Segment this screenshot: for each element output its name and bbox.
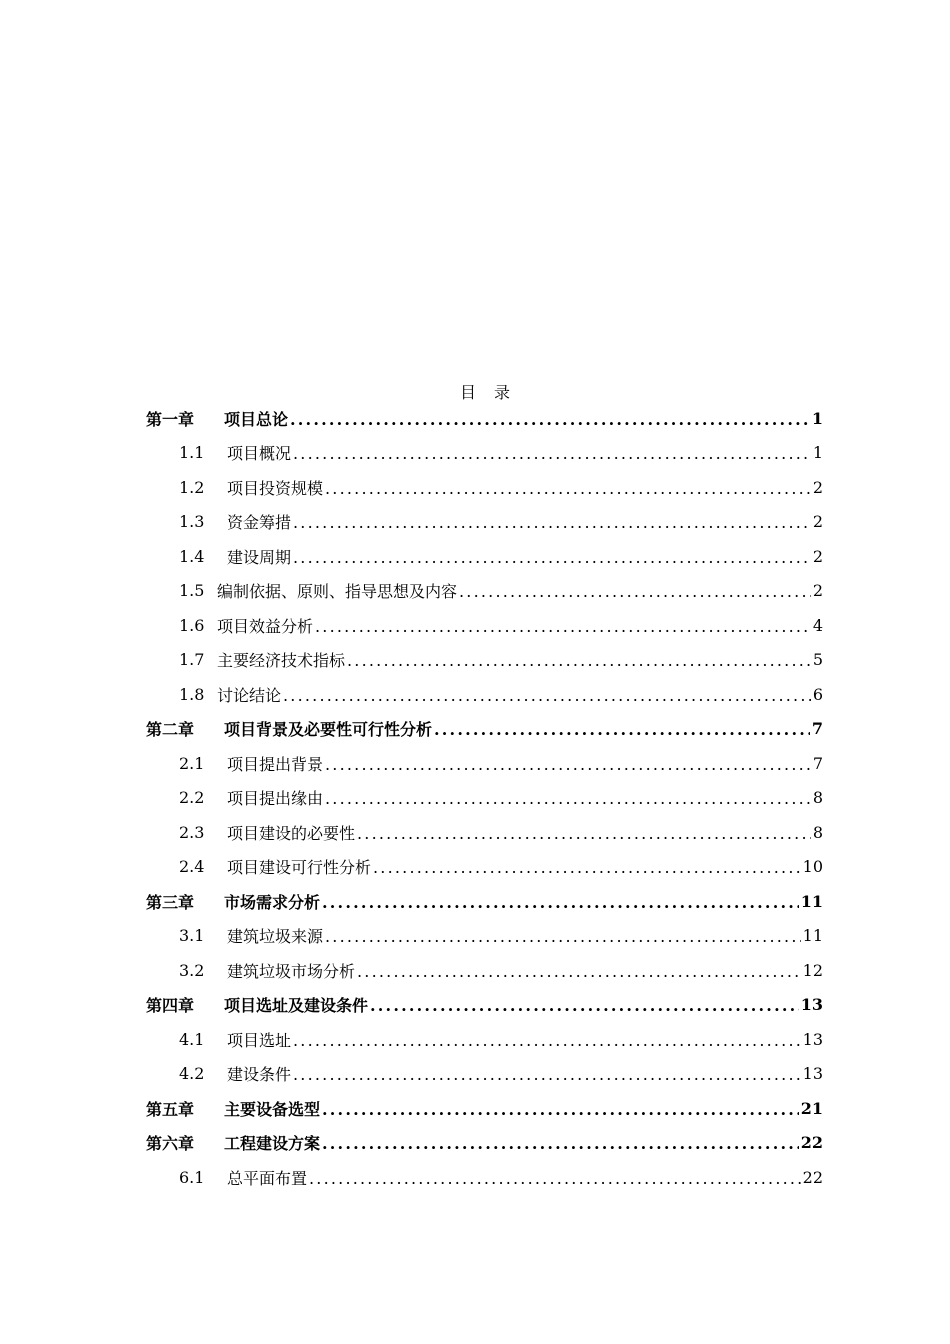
toc-dot-leader [325, 789, 811, 808]
toc-dot-leader [325, 927, 801, 946]
toc-entry-number: 第五章 [146, 1099, 195, 1119]
toc-entry-label: 资金筹措 [227, 513, 292, 533]
toc-chapter-entry[interactable] [146, 884, 823, 919]
toc-section-entry[interactable] [146, 746, 823, 781]
toc-entry-page: 8 [812, 822, 823, 842]
toc-entry-page: 21 [800, 1098, 823, 1118]
toc-entry-label: 市场需求分析 [224, 892, 321, 912]
toc-dot-leader [459, 582, 811, 601]
toc-entry-page: 11 [802, 926, 823, 946]
toc-dot-leader [357, 962, 801, 981]
toc-section-entry[interactable] [146, 1057, 823, 1092]
toc-section-entry[interactable] [146, 1160, 823, 1195]
toc-entry-page: 7 [812, 753, 823, 773]
table-of-contents [146, 401, 823, 1195]
toc-entry-number: 1.6 [179, 615, 205, 635]
toc-entry-page: 6 [812, 684, 823, 704]
toc-entry-label: 总平面布置 [227, 1168, 308, 1188]
toc-entry-page: 2 [812, 546, 823, 566]
toc-entry-number: 第一章 [146, 409, 195, 429]
toc-section-entry[interactable] [146, 850, 823, 885]
toc-section-entry[interactable] [146, 919, 823, 954]
toc-section-entry[interactable] [146, 953, 823, 988]
toc-entry-number: 2.4 [179, 857, 205, 877]
toc-chapter-entry[interactable] [146, 988, 823, 1023]
toc-section-entry[interactable] [146, 815, 823, 850]
toc-entry-number: 3.2 [179, 960, 205, 980]
toc-dot-leader [293, 513, 811, 532]
toc-entry-number: 3.1 [179, 926, 205, 946]
toc-entry-number: 1.2 [179, 477, 205, 497]
toc-dot-leader [290, 410, 810, 429]
toc-dot-leader [347, 651, 811, 670]
toc-dot-leader [370, 996, 799, 1015]
toc-entry-page: 1 [811, 408, 823, 428]
toc-entry-label: 项目选址及建设条件 [224, 996, 369, 1016]
toc-entry-number: 1.1 [179, 443, 205, 463]
toc-entry-number: 1.7 [179, 650, 205, 670]
toc-entry-number: 第二章 [146, 720, 195, 740]
toc-entry-label: 项目背景及必要性可行性分析 [224, 720, 433, 740]
toc-entry-label: 讨论结论 [217, 685, 282, 705]
toc-chapter-entry[interactable] [146, 712, 823, 747]
toc-chapter-entry[interactable] [146, 401, 823, 436]
toc-entry-label: 项目建设可行性分析 [227, 858, 372, 878]
toc-entry-number: 1.3 [179, 512, 205, 532]
toc-dot-leader [357, 824, 811, 843]
toc-dot-leader [373, 858, 801, 877]
toc-entry-label: 项目选址 [227, 1030, 292, 1050]
toc-title-right: 录 [494, 383, 511, 402]
toc-entry-page: 10 [802, 857, 823, 877]
toc-entry-page: 2 [812, 512, 823, 532]
toc-section-entry[interactable] [146, 677, 823, 712]
toc-dot-leader [315, 617, 811, 636]
toc-dot-leader [325, 755, 811, 774]
toc-entry-label: 项目提出缘由 [227, 789, 324, 809]
toc-entry-label: 项目投资规模 [227, 478, 324, 498]
toc-entry-page: 2 [812, 581, 823, 601]
toc-entry-number: 2.3 [179, 822, 205, 842]
toc-section-entry[interactable] [146, 608, 823, 643]
toc-section-entry[interactable] [146, 643, 823, 678]
toc-entry-label: 工程建设方案 [224, 1134, 321, 1154]
toc-dot-leader [293, 548, 811, 567]
toc-entry-number: 4.1 [179, 1029, 205, 1049]
toc-dot-leader [293, 1065, 801, 1084]
toc-chapter-entry[interactable] [146, 1091, 823, 1126]
toc-entry-label: 建设周期 [227, 547, 292, 567]
toc-entry-number: 第六章 [146, 1134, 195, 1154]
toc-entry-number: 第四章 [146, 996, 195, 1016]
toc-entry-number: 1.8 [179, 684, 205, 704]
toc-entry-page: 7 [811, 719, 823, 739]
toc-dot-leader [322, 1134, 799, 1153]
toc-entry-number: 2.1 [179, 753, 205, 773]
toc-entry-label: 建设条件 [227, 1065, 292, 1085]
toc-entry-label: 项目效益分析 [217, 616, 314, 636]
toc-entry-page: 2 [812, 477, 823, 497]
toc-entry-page: 5 [812, 650, 823, 670]
toc-entry-page: 13 [802, 1064, 823, 1084]
toc-section-entry[interactable] [146, 574, 823, 609]
toc-entry-number: 1.5 [179, 581, 205, 601]
toc-dot-leader [309, 1169, 801, 1188]
toc-entry-label: 项目建设的必要性 [227, 823, 356, 843]
toc-entry-number: 6.1 [179, 1167, 205, 1187]
toc-chapter-entry[interactable] [146, 1126, 823, 1161]
toc-entry-number: 4.2 [179, 1064, 205, 1084]
toc-entry-number: 第三章 [146, 892, 195, 912]
toc-entry-page: 13 [800, 995, 823, 1015]
toc-section-entry[interactable] [146, 436, 823, 471]
toc-entry-number: 1.4 [179, 546, 205, 566]
toc-entry-page: 13 [802, 1029, 823, 1049]
toc-entry-page: 22 [802, 1167, 823, 1187]
toc-entry-page: 12 [802, 960, 823, 980]
toc-section-entry[interactable] [146, 470, 823, 505]
toc-entry-number: 2.2 [179, 788, 205, 808]
toc-section-entry[interactable] [146, 1022, 823, 1057]
toc-entry-label: 项目总论 [224, 409, 289, 429]
toc-entry-page: 1 [812, 443, 823, 463]
toc-entry-page: 4 [812, 615, 823, 635]
toc-entry-label: 项目提出背景 [227, 754, 324, 774]
toc-dot-leader [283, 686, 811, 705]
toc-entry-label: 主要设备选型 [224, 1099, 321, 1119]
toc-title-left: 目 [459, 383, 476, 402]
toc-dot-leader [325, 479, 811, 498]
toc-dot-leader [293, 1031, 801, 1050]
toc-section-entry[interactable] [146, 539, 823, 574]
toc-section-entry[interactable] [146, 505, 823, 540]
toc-entry-label: 项目概况 [227, 444, 292, 464]
toc-dot-leader [322, 1100, 799, 1119]
toc-section-entry[interactable] [146, 781, 823, 816]
toc-dot-leader [322, 893, 799, 912]
toc-entry-page: 22 [800, 1133, 823, 1153]
toc-entry-label: 编制依据、原则、指导思想及内容 [217, 582, 458, 602]
toc-entry-label: 建筑垃圾市场分析 [227, 961, 356, 981]
toc-entry-label: 主要经济技术指标 [217, 651, 346, 671]
toc-dot-leader [434, 720, 810, 739]
toc-entry-label: 建筑垃圾来源 [227, 927, 324, 947]
toc-dot-leader [293, 444, 811, 463]
toc-entry-page: 8 [812, 788, 823, 808]
toc-entry-page: 11 [800, 891, 823, 911]
